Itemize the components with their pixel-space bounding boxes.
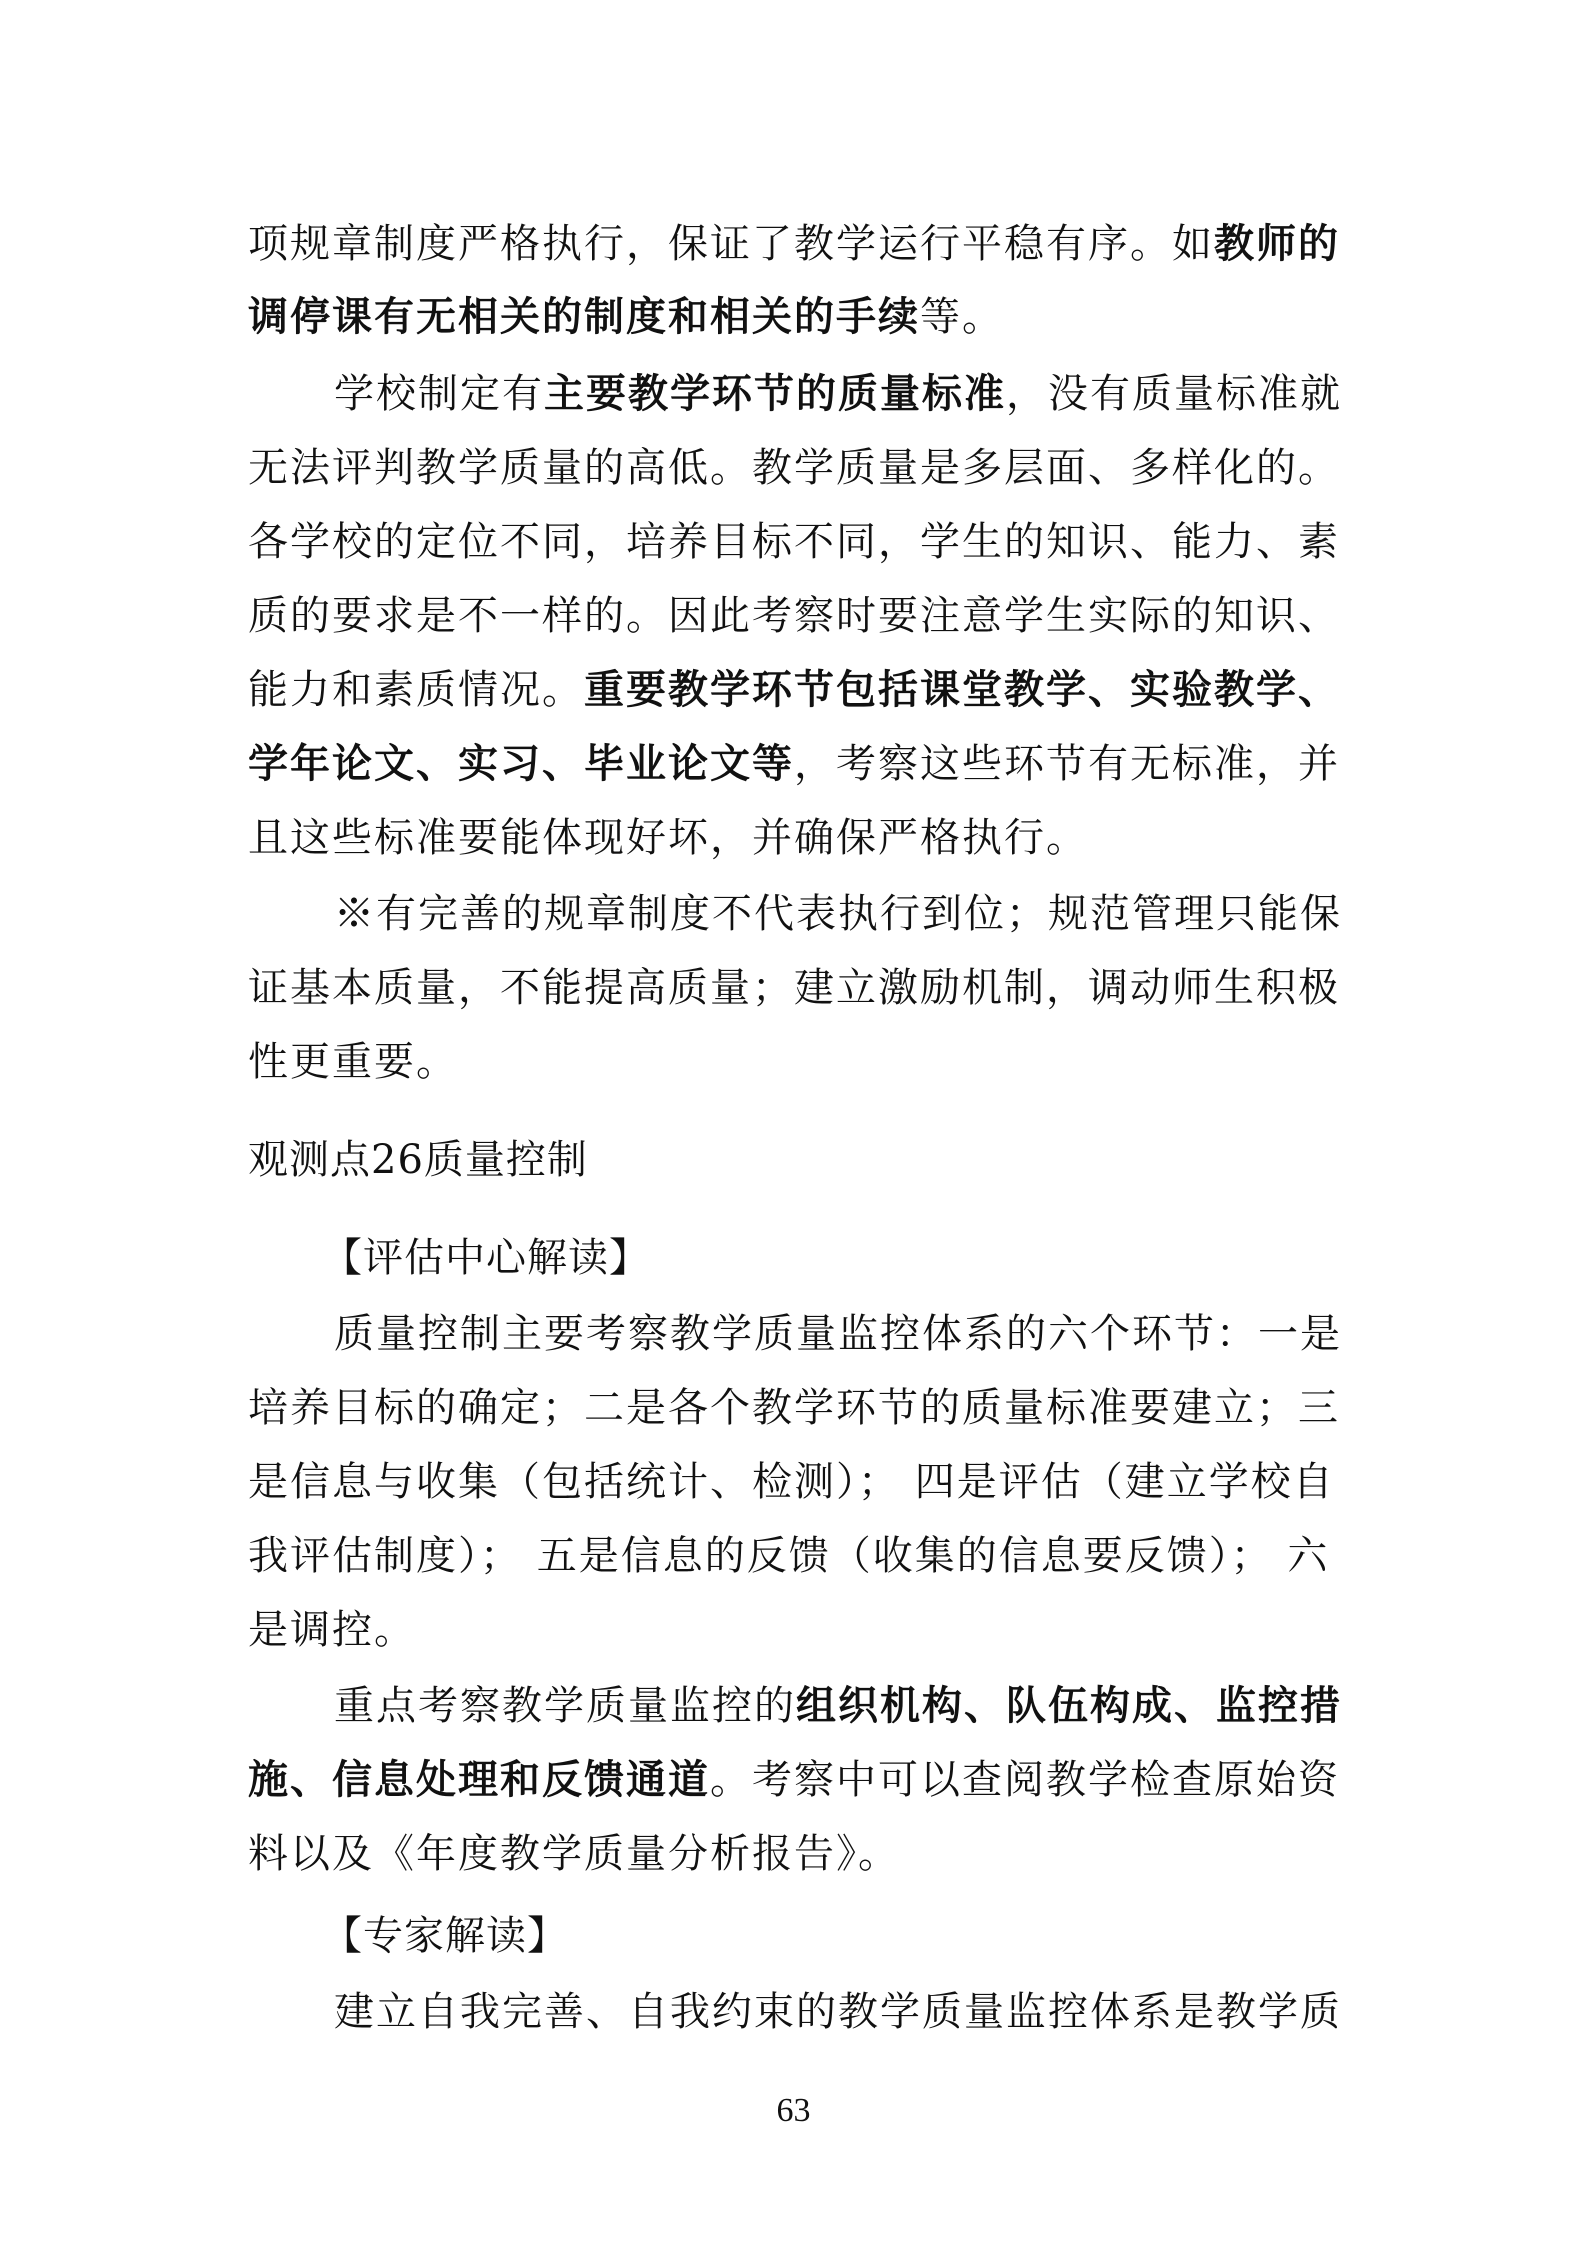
text-line	[248, 1824, 1348, 1884]
text-run: 是信息与收集（包括统计、检测）； 四是评估（建立学校自	[248, 1459, 1335, 1505]
text-line	[334, 364, 1348, 424]
text-line	[248, 808, 1348, 868]
text-line	[334, 1676, 1348, 1736]
text-line	[248, 958, 1348, 1018]
text-line: 建立自我完善、自我约束的教学质量监控体系是教学质	[334, 1989, 1342, 2035]
expert-title: 【专家解读】	[322, 1913, 568, 1959]
text-line	[248, 1032, 1348, 1092]
page-number: 63	[776, 2092, 811, 2129]
text-run-bold: 主要教学环节的质量标准	[544, 370, 1006, 417]
text-run: ※有完善的规章制度不代表执行到位；规范管理只能保	[334, 891, 1342, 937]
text-run: 质量控制主要考察教学质量监控体系的六个环节：一是	[334, 1311, 1342, 1357]
text-run-bold: 学年论文、实习、毕业论文等	[248, 740, 794, 787]
text-line	[248, 287, 1348, 347]
text-line	[248, 512, 1348, 572]
text-run-bold: 组织机构、队伍构成、监控措	[796, 1682, 1342, 1729]
center-title: 【评估中心解读】	[322, 1235, 650, 1281]
text-line	[248, 214, 1348, 274]
text-run: 且这些标准要能体现好坏，并确保严格执行。	[248, 815, 1088, 861]
text-line	[248, 438, 1348, 498]
text-run: 我评估制度）； 五是信息的反馈（收集的信息要反馈）； 六	[248, 1533, 1330, 1579]
text-run: 各学校的定位不同，培养目标不同，学生的知识、能力、素	[248, 519, 1340, 565]
text-line	[248, 1750, 1348, 1810]
text-line	[248, 586, 1348, 646]
text-run: 性更重要。	[248, 1039, 458, 1085]
text-run: 项规章制度严格执行，保证了教学运行平稳有序。如	[248, 221, 1214, 267]
text-run-bold: 施、信息处理和反馈通道	[248, 1756, 710, 1803]
text-line	[334, 884, 1348, 944]
text-run: 料以及《年度教学质量分析报告》。	[248, 1831, 900, 1877]
text-line	[248, 1600, 1348, 1660]
text-run: 无法评判教学质量的高低。教学质量是多层面、多样化的。	[248, 445, 1340, 491]
text-run-bold: 重要教学环节包括课堂教学、实验教学、	[584, 666, 1340, 713]
text-line	[248, 734, 1348, 794]
text-run: 证基本质量，不能提高质量；建立激励机制，调动师生积极	[248, 965, 1340, 1011]
text-line	[248, 660, 1348, 720]
text-run: 重点考察教学质量监控的	[334, 1683, 796, 1729]
text-line	[334, 1304, 1348, 1364]
section-heading: 观测点26质量控制	[248, 1137, 588, 1183]
text-run: 质的要求是不一样的。因此考察时要注意学生实际的知识、	[248, 593, 1340, 639]
text-line	[248, 1526, 1348, 1586]
text-run: 能力和素质情况。	[248, 667, 584, 713]
text-run-bold: 调停课有无相关的制度和相关的手续	[248, 293, 920, 340]
text-run: 学校制定有	[334, 371, 544, 417]
text-run: 。考察中可以查阅教学检查原始资	[710, 1757, 1340, 1803]
text-run: 等。	[920, 294, 1004, 340]
text-line	[248, 1378, 1348, 1438]
text-run: 培养目标的确定；二是各个教学环节的质量标准要建立；三	[248, 1385, 1340, 1431]
text-line	[248, 1452, 1348, 1512]
text-run: ，没有质量标准就	[1006, 371, 1342, 417]
text-run-bold: 教师的	[1214, 220, 1340, 267]
text-run: ，考察这些环节有无标准，并	[794, 741, 1340, 787]
text-run: 是调控。	[248, 1607, 416, 1653]
